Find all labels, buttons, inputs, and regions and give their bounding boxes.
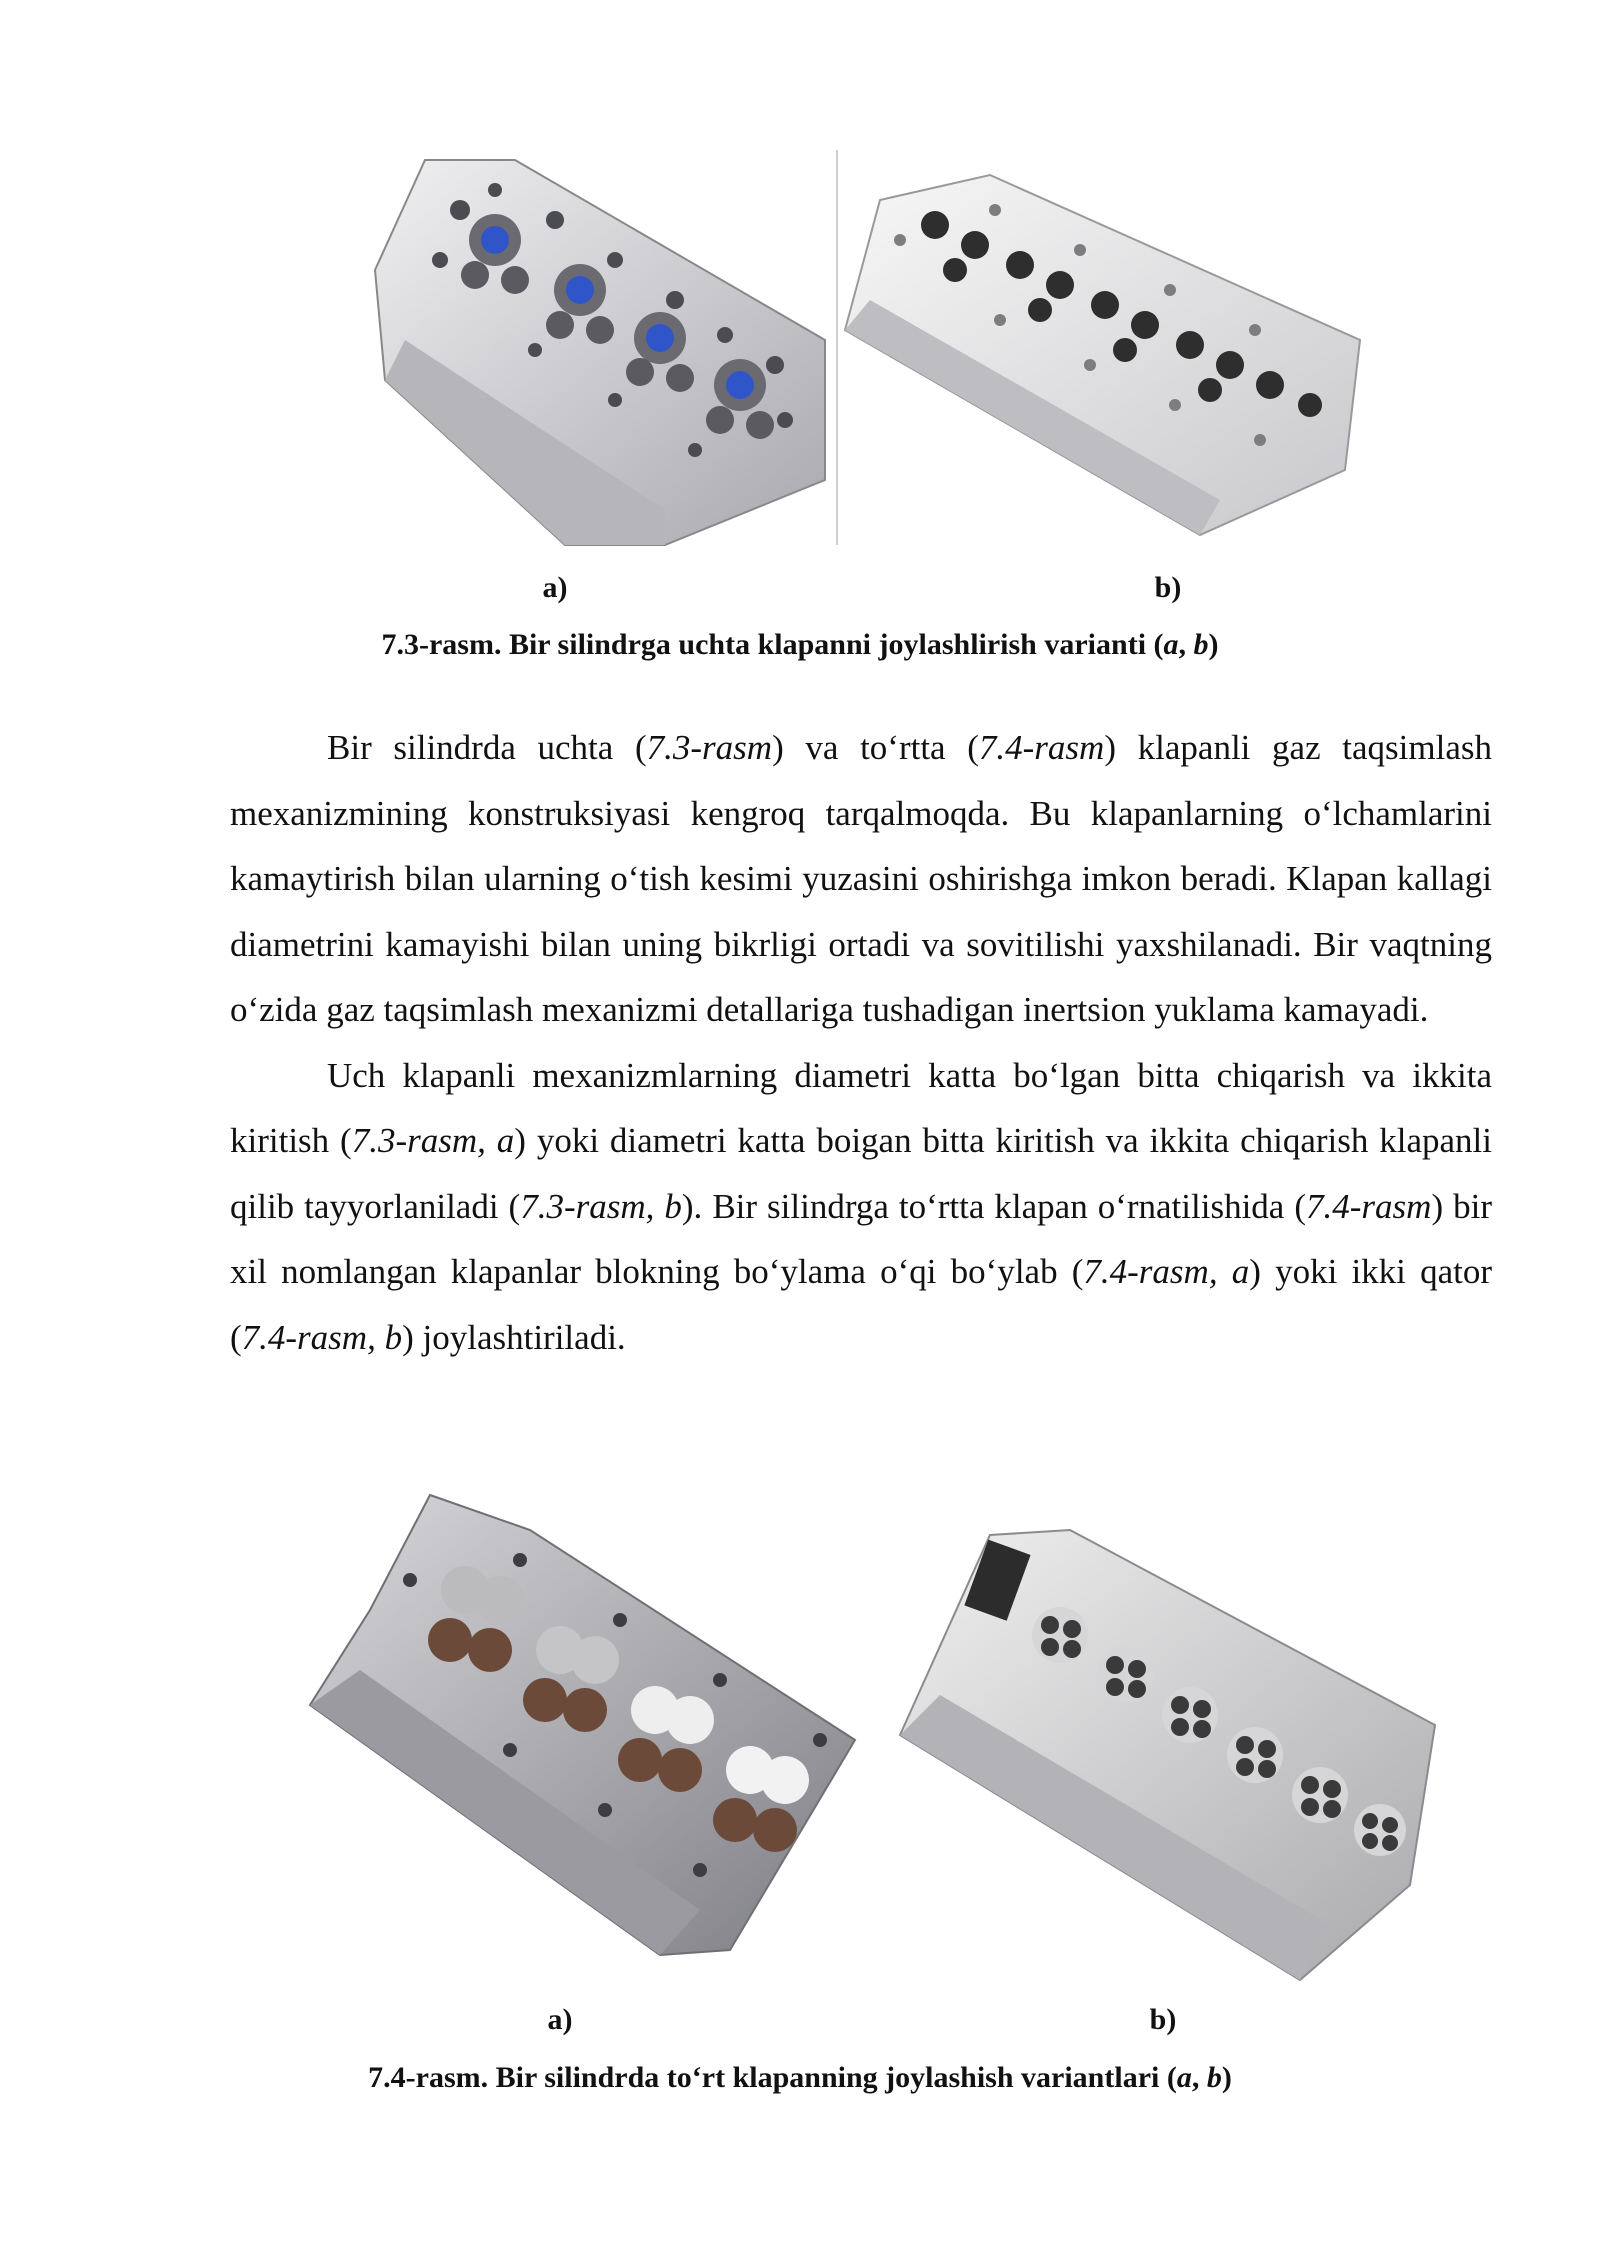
text-run: ) yoki diametri katta boigan bitta kiritish va ikkita chiqarish klapanli qilib tayyorlaniladi ( bbox=[230, 1121, 1493, 1226]
figure-7-3-label-a: a) bbox=[542, 571, 568, 604]
caption-sep: , bbox=[1191, 2061, 1207, 2094]
paragraph-2 bbox=[230, 1043, 1492, 1371]
cylinder-head-four-valve-b-illustration bbox=[880, 1525, 1440, 1985]
caption-close: ) bbox=[1208, 628, 1219, 661]
cylinder-head-three-valve-a-illustration bbox=[365, 150, 835, 550]
figure-reference: 7.4-rasm, b bbox=[241, 1317, 403, 1357]
figure-divider bbox=[836, 150, 838, 545]
figure-7-4-caption bbox=[160, 2060, 1440, 2096]
cylinder-head-four-valve-a-illustration bbox=[300, 1490, 860, 1960]
text-run: ) joylashtiriladi. bbox=[402, 1317, 626, 1357]
figure-reference: 7.4-rasm, a bbox=[1083, 1252, 1250, 1291]
figure-7-3-label-b: b) bbox=[1154, 571, 1182, 604]
cylinder-head-image-7-3-a bbox=[365, 150, 835, 550]
figure-reference: 7.3-rasm, b bbox=[520, 1186, 682, 1226]
text-run: Uch klapanli mexanizmlarning diametri katta bo‘lgan bitta chiqarish va ikkita kiritish ( bbox=[230, 1055, 1492, 1160]
caption-variant-a: a bbox=[1163, 628, 1179, 661]
cylinder-head-three-valve-b-illustration bbox=[840, 170, 1365, 540]
text-run: ). Bir silindrga to‘rtta klapan o‘rnatilishida ( bbox=[681, 1186, 1306, 1226]
caption-text: 7.4-rasm. Bir silindrda to‘rt klapanning joylashish variantlari ( bbox=[368, 2061, 1177, 2094]
body-text bbox=[230, 715, 1492, 1370]
cylinder-head-image-7-3-b bbox=[840, 170, 1365, 540]
caption-close: ) bbox=[1221, 2061, 1232, 2094]
text-run: ) klapanli gaz taqsimlash mexanizmining konstruksiyasi kengroq tarqalmoqda. Bu klapanlarning o‘lchamlarini kamaytirish bilan ularning o‘tish kesimi yuzasini oshirishga imkon beradi. Klapan kallagi diametrini kamayishi bilan uning bikrligi ortadi va sovitilishi yaxshilanadi. Bir vaqtning o‘zida gaz taqsimlash mexanizmi detallariga tushadigan inertsion yuklama kamayadi. bbox=[230, 728, 1492, 1029]
figure-reference: 7.3-rasm bbox=[646, 728, 773, 767]
figure-7-4-label-a: a) bbox=[547, 2003, 573, 2036]
cylinder-head-image-7-4-a bbox=[300, 1490, 860, 1960]
text-run: ) va to‘rtta ( bbox=[772, 728, 979, 767]
figure-reference: 7.3-rasm, a bbox=[351, 1121, 515, 1160]
caption-variant-b: b bbox=[1206, 2061, 1222, 2094]
text-run: Bir silindrda uchta ( bbox=[327, 728, 647, 767]
caption-variant-b: b bbox=[1193, 628, 1209, 661]
figure-reference: 7.4-rasm bbox=[1306, 1186, 1432, 1226]
caption-text: 7.3-rasm. Bir silindrga uchta klapanni joylashlirish varianti ( bbox=[381, 628, 1164, 661]
figure-reference: 7.4-rasm bbox=[978, 728, 1105, 767]
paragraph-1 bbox=[230, 715, 1492, 1043]
figure-7-4-label-b: b) bbox=[1149, 2003, 1177, 2036]
caption-sep: , bbox=[1178, 628, 1194, 661]
caption-variant-a: a bbox=[1176, 2061, 1192, 2094]
text-run: ) bir xil nomlangan klapanlar blokning bo‘ylama o‘qi bo‘ylab ( bbox=[230, 1186, 1492, 1291]
text-run: ) yoki ikki qator ( bbox=[230, 1252, 1492, 1357]
figure-7-3-caption bbox=[160, 627, 1440, 663]
cylinder-head-image-7-4-b bbox=[880, 1525, 1440, 1985]
